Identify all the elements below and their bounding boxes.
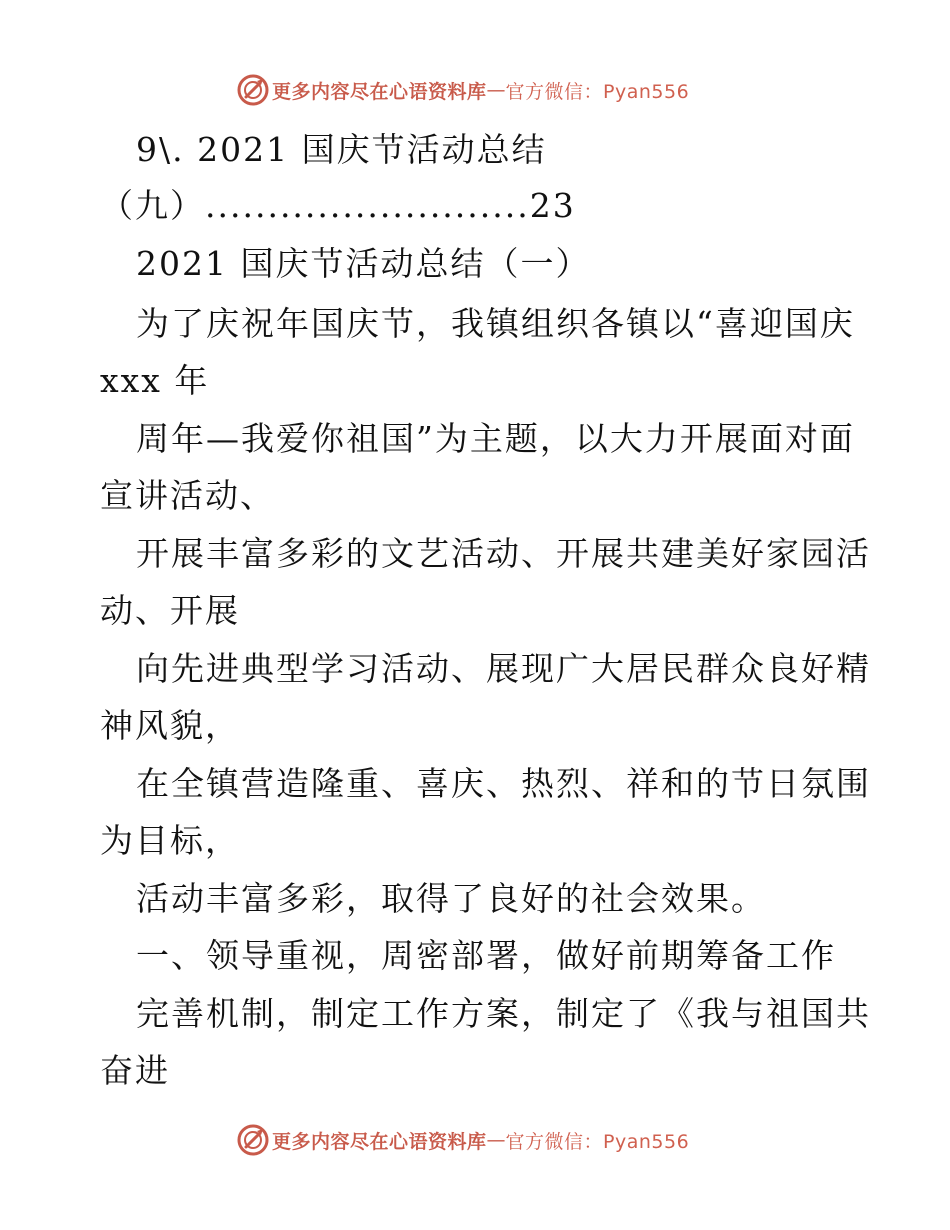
watermark-dash: —	[486, 79, 506, 101]
subsection-heading: 一、领导重视，周密部署，做好前期筹备工作	[136, 936, 836, 975]
paragraph-line: 奋进	[100, 1051, 170, 1090]
watermark-dash: —	[486, 1129, 506, 1151]
toc-line-title: 9\. 2021 国庆节活动总结	[136, 130, 547, 169]
paragraph-line: 为目标，	[100, 821, 240, 860]
toc-line-page: （九）..........................23	[100, 186, 576, 225]
watermark-title: 更多内容尽在心语资料库	[272, 1130, 487, 1153]
watermark-wechat: 官方微信：Pyan556	[505, 1130, 690, 1153]
section-heading: 2021 国庆节活动总结（一）	[136, 244, 591, 283]
paragraph-line: xxx 年	[100, 361, 210, 400]
paragraph-line: 动、开展	[100, 591, 240, 630]
paragraph-line: 周年—我爱你祖国”为主题，以大力开展面对面	[136, 419, 855, 458]
paragraph-line: 宣讲活动、	[100, 476, 275, 515]
paragraph-line: 神风貌，	[100, 706, 240, 745]
seal-logo-icon	[236, 1123, 270, 1157]
watermark-title: 更多内容尽在心语资料库	[272, 80, 487, 103]
footer-watermark	[236, 1123, 689, 1157]
paragraph-line: 为了庆祝年国庆节，我镇组织各镇以“喜迎国庆	[136, 304, 855, 343]
header-watermark	[236, 73, 689, 107]
seal-logo-icon	[236, 73, 270, 107]
paragraph-line: 完善机制，制定工作方案，制定了《我与祖国共	[136, 994, 871, 1033]
paragraph-line: 活动丰富多彩，取得了良好的社会效果。	[136, 879, 766, 918]
watermark-wechat: 官方微信：Pyan556	[505, 80, 690, 103]
paragraph-line: 向先进典型学习活动、展现广大居民群众良好精	[136, 649, 871, 688]
paragraph-line: 开展丰富多彩的文艺活动、开展共建美好家园活	[136, 534, 871, 573]
paragraph-line: 在全镇营造隆重、喜庆、热烈、祥和的节日氛围	[136, 764, 871, 803]
